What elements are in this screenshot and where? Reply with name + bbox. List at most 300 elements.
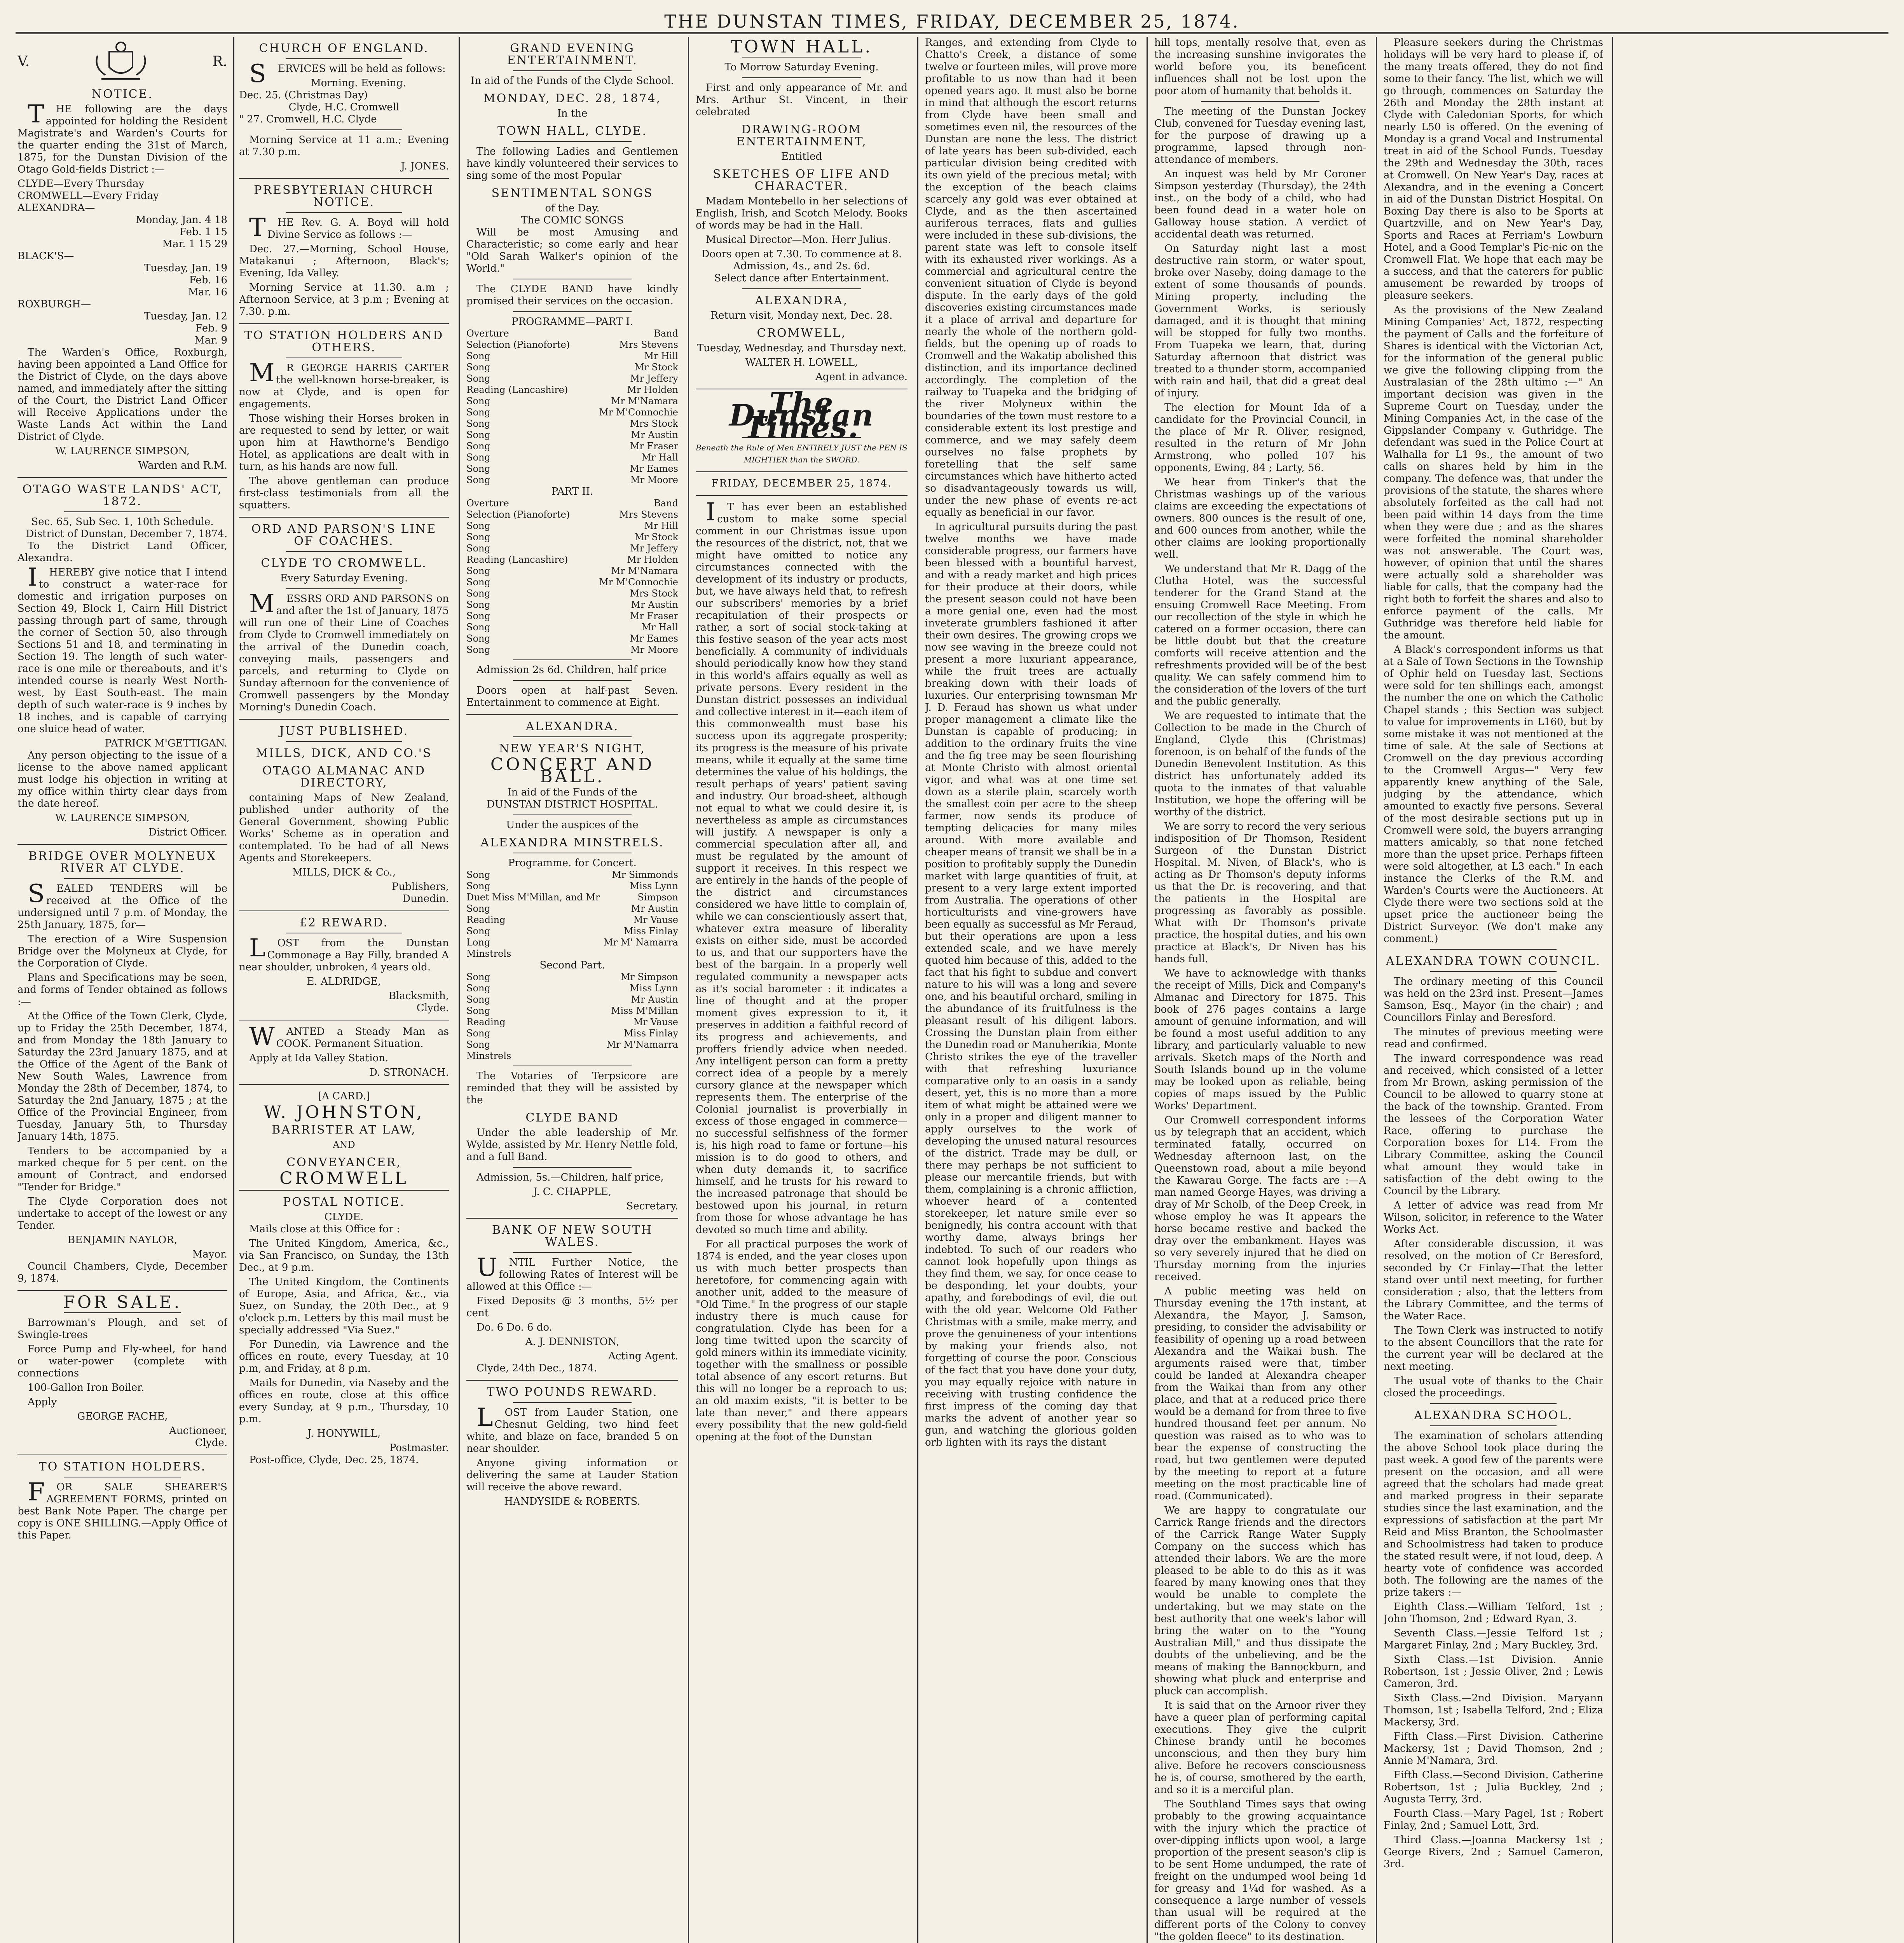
aid-text: In aid of the Funds of the [507, 787, 637, 798]
programme-row: Song Mr Moore [466, 474, 678, 485]
signature: WALTER H. LOWELL, [745, 357, 858, 368]
divider [696, 495, 907, 496]
divider [286, 741, 402, 742]
programme-row: Selection (Pianoforte) Mrs Stevens [466, 509, 678, 520]
signature-title: District Officer. [148, 827, 227, 838]
clyde-to-cromwell: CLYDE TO CROMWELL. [261, 556, 427, 570]
for-sale-item: Barrowman's Plough, and set of Swingle-trees [17, 1317, 227, 1341]
council-paragraph: The inward correspondence was read and received, which consisted of a letter from Mr Brown, asking permission of the Council to be allowed to quarry stone at the back of the township. Granted. From the lessees of the Corporation Water Race, offering to purchase the Corporation boxes for L14. From the Library Committee, asking the Council what amount they would take in satisfaction of the debt owing to the Council by the Library. [1384, 1053, 1603, 1197]
ord-parsons-heading: ORD AND PARSON'S LINE OF COACHES. [251, 522, 437, 548]
concert-list-2 [466, 972, 678, 1062]
prize-list-item: Sixth Class.—2nd Division. Maryann Thomson, 1st ; Isabella Telford, 2nd ; Eliza Mackersy, 3rd. [1384, 1692, 1603, 1728]
every-saturday: Every Saturday Evening. [280, 572, 408, 584]
shearer-forms-text: FOR SALE SHEARER'S AGREEMENT FORMS, printed on best Bank Note Paper. The charge per copy is ONE SHILLING.—Apply Office of this Paper. [17, 1478, 227, 1541]
drawing-room-heading: DRAWING-ROOM ENTERTAINMENT, [736, 123, 867, 148]
mills-dick-heading: MILLS, DICK, AND CO.'S [256, 747, 432, 760]
divider [17, 477, 227, 478]
column-7 [1384, 37, 1603, 1943]
erection-text: The erection of a Wire Suspension Bridge over the Molyneux at Clyde, for the Corporation of Clyde. [17, 933, 227, 969]
signature-place: Clyde. [416, 1002, 449, 1014]
programme-row: Song Mr M'Namara [466, 565, 678, 576]
ladies-text: The following Ladies and Gentlemen have kindly volunteered their services to sing some of the most Popular [466, 146, 678, 181]
divider [17, 1290, 227, 1291]
signature: A. J. DENNISTON, [525, 1336, 620, 1348]
prize-list-item: Fifth Class.—First Division. Catherine Mackersy, 1st ; David Thomson, 2nd ; Annie M'Namara, 3rd. [1384, 1731, 1603, 1767]
crest-letter-r: R. [212, 53, 227, 70]
two-pounds-heading: TWO POUNDS REWARD. [487, 1385, 658, 1399]
column-4 [696, 37, 907, 1943]
column-rule [1612, 37, 1613, 1943]
just-published-heading: JUST PUBLISHED. [279, 724, 409, 738]
divider [1430, 1403, 1557, 1404]
admission-text: Admission 2s 6d. Children, half price [476, 664, 667, 676]
mails-text: The United Kingdom, the Continents of Europe, Asia, and Africa, &c., via Suez, on Sunday, the 20th Dec., at 9 o'clock p.m. Letters by this mail must be specially addressed "Via Suez." [239, 1276, 449, 1336]
news-paragraph: An inquest was held by Mr Coroner Simpson yesterday (Thursday), the 24th inst., on the body of a child, who had been found dead in a water hole on Galloway house station. A verdict of accidental death was returned. [1154, 168, 1366, 240]
divider [742, 288, 861, 289]
addressee: To the District Land Officer, Alexandra. [17, 540, 227, 564]
clyde-line: CLYDE—Every Thursday [17, 178, 145, 190]
divider [513, 1402, 632, 1403]
service-times-text: Morning Service at 11.30. a.m ; Afternoon Service, at 3 p.m ; Evening at 7.30. p.m. [239, 282, 449, 317]
new-years-night: NEW YEAR'S NIGHT, [499, 742, 646, 755]
crest-letter-v: V. [17, 53, 30, 70]
carter-text: MR GEORGE HARRIS CARTER the well-known horse-breaker, is now at Clyde, and is open for engagements. [239, 359, 449, 410]
barrister-line: BARRISTER AT LAW, [272, 1123, 416, 1137]
programme-row: Song Mr Moore [466, 644, 678, 655]
prize-list-item: Fifth Class.—Second Division. Catherine Robertson, 1st ; Julia Buckley, 2nd ; Augusta Terry, 3rd. [1384, 1769, 1603, 1805]
concert-row: Song Mr Austin [466, 994, 678, 1005]
signature: J. C. CHAPPLE, [533, 1186, 612, 1198]
morning-service: Morning Service at 11 a.m.; Evening at 7.30 p.m. [239, 134, 449, 158]
column-6 [1154, 37, 1366, 1943]
paper-motto: Beneath the Rule of Men ENTIRELY JUST the PEN IS MIGHTIER than the SWORD. [696, 443, 907, 464]
concert-row: Reading Mr Vause [466, 1017, 678, 1027]
concert-row: Reading Mr Vause [466, 914, 678, 925]
divider [64, 511, 181, 512]
programme-list-2 [466, 498, 678, 656]
news-paragraph: As the provisions of the New Zealand Mining Companies' Act, 1872, respecting the payment of Calls and the forfeiture of Shares is identical with the Victorian Act, for the information of the general public we give the following clipping from the Australasian of the 28th ultimo :—" An important decision was given in the Supreme Court on Tuesday, under the Mining Companies Act, in the case of the Gippslander Company v. Guthridge. The defendant was sued in the Police Court at Walhalla for L1 9s., the amount of two calls on shares held by him in the company. The defence was, that under the provisions of the statute, the shares where absolutely forfeited as the call had not been paid within 14 days from the time when they were due ; and as the shares were forfeited the nominal shareholder was not answerable. The Court was, however, of opinion that until the shares were actually sold a shareholder was liable for calls, that the company had the right both to forfeit the shares and also to enforce payment of the calls. Mr Guthridge was therefore held liable for the amount. [1384, 304, 1603, 641]
paper-title: The Dunstan Times. [729, 386, 874, 445]
admission-text: Admission, 4s., and 2s. 6d. [733, 260, 870, 272]
prize-list-item: Seventh Class.—Jessie Telford 1st ; Margaret Finlay, 2nd ; Mary Buckley, 3rd. [1384, 1627, 1603, 1651]
news-paragraph: We have to acknowledge with thanks the receipt of Mills, Dick and Company's Almanac and Directory for 1875. This book of 276 pages contains a large amount of genuine information, and will be found a most useful addition to any library, and particularly valuable to new arrivals. Sketch maps of the North and South Islands bound up in the volume may be looked upon as reliable, being copies of maps issued by the Public Works' Department. [1154, 968, 1366, 1112]
first-appearance: First and only appearance of Mr. and Mrs. Arthur St. Vincent, in their celebrated [696, 82, 907, 118]
concert-row: Song Mr Austin [466, 903, 678, 914]
divider [1430, 1425, 1557, 1426]
in-the: In the [557, 108, 588, 119]
divider [239, 178, 449, 179]
service-row: Dec. 25. (Christmas Day) [239, 89, 368, 101]
alexandra-row: Mar. 1 15 29 [162, 238, 227, 250]
divider [64, 1312, 181, 1313]
tomorrow-text: To Morrow Saturday Evening. [724, 61, 879, 73]
votaries-text: The Votaries of Terpsicore are reminded that they will be assisted by the [466, 1070, 678, 1106]
dec27-text: Dec. 27.—Morning, School House, Matakanui ; Afternoon, Black's; Evening, Ida Valley. [239, 243, 449, 279]
council-paragraph: The usual vote of thanks to the Chair closed the proceedings. [1384, 1375, 1603, 1399]
madam-text: Madam Montebello in her selections of English, Irish, and Scotch Melody. Books of words may be had in the Hall. [696, 195, 907, 231]
council-paragraph: The minutes of previous meeting were read and confirmed. [1384, 1026, 1603, 1050]
alexandra-row: Feb. 1 15 [179, 226, 227, 238]
programme-row: Song Mr Jeffery [466, 373, 678, 384]
divider [513, 311, 632, 312]
programme-row: Reading (Lancashire) Mr Holden [466, 384, 678, 395]
concert-row: Song Miss Lynn [466, 983, 678, 994]
notice-text: THE following are the days appointed for holding the Resident Magistrate's and Warden's Courts for the quarter ending the 31st of March, 1875, for the Dunstan Division of the Otago Gold-fields District :— [17, 100, 227, 175]
signature: E. ALDRIDGE, [307, 976, 381, 987]
divider [513, 1167, 632, 1168]
concert-row: Minstrels [466, 1050, 511, 1061]
concert-row: Song Mr Simmonds [466, 869, 678, 880]
divider [1430, 949, 1557, 950]
editorial-paragraph: For all practical purposes the work of 1874 is ended, and the year closes upon us with much better prospects than heretofore, for commencing again with another unit, added to the measure of "Old Time." In the progress of our staple industry there is much cause for congratulation. Clyde has been for a long time twitted upon the scarcity of gold miners within its immediate vicinity, together with the smallness or possible total absence of any escort returns. But this will no longer be a reproach to us; an old maxim exists, "it is better to be late than never," and there appears every possibility that the new gold-field opening at the foot of the Dunstan [696, 1238, 907, 1443]
will-be-text: Will be most Amusing and Characteristic; so come early and hear "Old Sarah Walker's opinion of the World." [466, 227, 678, 274]
programme-row: Reading (Lancashire) Mr Holden [466, 554, 678, 565]
divider [513, 680, 632, 681]
of-the-day: of the Day. [545, 202, 600, 214]
divider [513, 1252, 632, 1253]
horses-text: Those wishing their Horses broken in are requested to send by letter, or wait upon him at Hawthorne's Bendigo Hotel, as applications are dealt with in turn, as his hands are now full. [239, 413, 449, 473]
auspices-text: Under the auspices of the [506, 819, 639, 831]
postal-place: CLYDE. [324, 1211, 364, 1223]
divider [513, 141, 632, 142]
divider [1430, 971, 1557, 972]
programme-part2: PART II. [551, 486, 593, 497]
blacks-line: BLACK'S— [17, 250, 74, 262]
concert-row: Duet Miss M'Millan, and Mr Simpson [466, 892, 678, 903]
entitled: Entitled [781, 151, 822, 162]
sentimental-songs: SENTIMENTAL SONGS [491, 187, 653, 200]
roxburgh-row: Tuesday, Jan. 12 [143, 310, 227, 322]
column-rule [233, 37, 234, 1943]
signature-title: Publishers, [391, 881, 449, 893]
news-paragraph: We are happy to congratulate our Carrick Range friends and the directors of the Carrick Range Water Supply Company on the success which has attended their labors. We are the more pleased to be able to do this as it was feared by many knowing ones that they would be unable to complete the undertaking, but we may state on the best authority that one week's labor will bring the water on to the "Young Australian Mill," and thus dissipate the doubts of the unbelieving, and be the means of making the Bannockburn, and showing what pluck and enterprise and pluck can accomplish. [1154, 1505, 1366, 1697]
for-sale-item: Force Pump and Fly-wheel, for hand or water-power (complete with connections [17, 1343, 227, 1379]
monday-date: MONDAY, DEC. 28, 1874, [483, 92, 661, 105]
divider [239, 1084, 449, 1085]
council-paragraph: The Town Clerk was instructed to notify to the absent Councillors that the rate for the current year will be declared at the next meeting. [1384, 1325, 1603, 1373]
news-paragraph: The election for Mount Ida of a candidate for the Provincial Council, in the place of Mr R. Oliver, resigned, resulted in the return of Mr John Armstrong, who polled 107 his opponents, Ewing, 84 ; Larty, 56. [1154, 402, 1366, 474]
lost-gelding-text: LOST from Lauder Station, one Chesnut Gelding, two hind feet white, and blaze on face, branded 5 on near shoulder. [466, 1403, 678, 1455]
masthead-title: THE DUNSTAN TIMES, FRIDAY, DECEMBER 25, 1874. [664, 11, 1240, 32]
wanted-cook-text: WANTED a Steady Man as COOK. Permanent Situation. [249, 1022, 449, 1051]
programme-row: Song Mr Hill [466, 520, 678, 531]
council-date: Council Chambers, Clyde, December 9, 1874. [17, 1261, 227, 1284]
blacks-row: Mar. 16 [188, 286, 227, 298]
concert-programme: Programme. for Concert. [508, 857, 637, 869]
fixed-deposits: Do. 6 Do. 6 do. [476, 1322, 552, 1333]
programme-row: Song Mr Eames [466, 463, 678, 474]
column-2 [239, 37, 449, 1943]
concert-row: Song Mr M'Namarra [466, 1039, 678, 1050]
signature-place: Dunedin. [402, 893, 449, 905]
card-label: [A CARD.] [318, 1090, 370, 1102]
programme-row: Selection (Pianoforte) Mrs Stevens [466, 339, 678, 350]
programme-row: Song Mr Hill [466, 351, 678, 361]
roxburgh-line: ROXBURGH— [17, 298, 91, 310]
blacks-row: Feb. 16 [189, 274, 227, 286]
programme-list-1 [466, 328, 678, 486]
signature: W. LAURENCE SIMPSON, [55, 812, 190, 824]
programme-row: Song Mr Austin [466, 599, 678, 610]
doors-text: Doors open at 7.30. To commence at 8. [701, 248, 902, 260]
news-paragraph: The Southland Times says that owing probably to the growing acquaintance with the injury which the practice of over-dipping inflicts upon wool, a large proportion of the present season's clip is to be sent Home undumped, the rate of freight on the undumped wool being 1d for greasy and 1¼d for washed. As a consequence a large number of vessels than usual will be required at the different ports of the Colony to convey "the golden fleece" to its destination. [1154, 1798, 1366, 1943]
signature-title: Warden and R.M. [138, 460, 227, 471]
divider [466, 714, 678, 715]
column-8 [1621, 37, 1889, 1943]
comic-songs: The COMIC SONGS [521, 215, 624, 226]
signature-title: Postmaster. [389, 1442, 449, 1454]
objection-text: Any person objecting to the issue of a license to the above named applicant must lodge his objection in writing at my office within thirty clear days from the date hereof. [17, 750, 227, 809]
doors-text: Doors open at half-past Seven. Entertainment to commence at Eight. [466, 685, 678, 708]
coaches-text: MESSRS ORD AND PARSONS on and after the 1st of January, 1875 will run one of their Line of Coaches from Clyde to Cromwell immediately on the arrival of the Dunedin coach, conveying mails, passengers and parcels, and returning to Clyde on Sunday afternoon for the convenience of Cromwell passengers by the Monday Morning's Dunedin Coach. [239, 590, 449, 713]
news-paragraph: We understand that Mr R. Dagg of the Clutha Hotel, was the successful tenderer for the Grand Stand at the ensuing Cromwell Race Meeting. From our recollection of the style in which he catered on a former occasion, there can be little doubt but that the creature comforts will receive attention and the refreshments provided will be of the best quality. We can safely commend him to the consideration of the lovers of the turf and the public generally. [1154, 563, 1366, 707]
blacks-row: Tuesday, Jan. 19 [143, 262, 227, 274]
school-heading: ALEXANDRA SCHOOL. [1414, 1409, 1573, 1422]
concert-row: Minstrels [466, 948, 511, 959]
signature: J. JONES. [401, 160, 449, 172]
news-paragraph: The meeting of the Dunstan Jockey Club, convened for Tuesday evening last, for the purpose of drawing up a programme, lapsed through non-attendance of members. [1154, 106, 1366, 166]
editorial-paragraph: Ranges, and extending from Clyde to Chatto's Creek, a distance of some twelve or fourteen miles, will prove more profitable to us now than had it been opened years ago. It must also be borne in mind that although the escort returns from Clyde have been small and sometimes even nil, the resources of the Dunstan are none the less. The district of late years has been sub-divided, each particular division being credited with its own yield of the precious metal; with the exception of the beach claims scarcely any gold was ever obtained at Clyde, and as the then ascertained auriferous terraces, flats and gullies were included in these sub-divisions, the parent state was left to console itself with its exhausted river workings. As a commercial and agricultural centre the convenient situation of Clyde is beyond dispute. In the early days of the gold discoveries existing circumstances made it a place of arrival and departure for nearly the whole of the northern gold-fields, but the opening up of roads to Cromwell and the Wakatip abolished this distinction, and its importance declined accordingly. The completion of the railway to Tuapeka and the bridging of the river Molyneux within the boundaries of the town must restore to a considerable extent its lost prestige and commerce, and we may safely deem ourselves no false prophets by foretelling that the self same circumstances which have hitherto acted so disadvantageously towards us will, under the new phase of events re-act equally as beneficial in our favor. [925, 37, 1137, 518]
for-sale-heading: FOR SALE. [63, 1292, 182, 1312]
anyone-text: Anyone giving information or delivering the same at Lauder Station will receive the above reward. [466, 1457, 678, 1493]
conveyancer-line: CONVEYANCER, [286, 1156, 401, 1169]
water-race-notice: IHEREBY give notice that I intend to construct a water-race for domestic and irrigation purposes on Section 49, Block 1, Cairn Hill District passing through part of same, through the corner of Section 50, also through Sections 51 and 18, and terminating in Section 19. The length of such water-race is one mile or thereabouts, and it's intended course is nearly West North-west, by East South-east. The main depth of such water-race is 9 inches by 18 inches, and is capable of carrying one sluice head of water. [17, 563, 227, 735]
news-paragraph: A public meeting was held on Thursday evening the 17th instant, at Alexandra, the Mayor, J. Samson, presiding, to consider the advisability or feasibility of opening up a road between Alexandra and the Waikai bush. The arguments raised were that, timber could be landed at Alexandra cheaper from the Waikai than from any other place, and that at a reduced price there would be a demand for from three to five hundred thousand feet per annum. No question was raised as to who was to bear the expense of constructing the road, but two gentlemen were deputed by the meeting to report at a future meeting on the most practicable line of road. (Communicated). [1154, 1285, 1366, 1502]
concert-list-1 [466, 869, 678, 959]
column-rule [917, 37, 918, 1943]
section-ref: Sec. 65, Sub Sec. 1, 10th Schedule. [31, 516, 214, 528]
aid-text: In aid of the Funds of the Clyde School. [471, 75, 674, 87]
lost-filly-text: LOST from the Dunstan Commonage a Bay Filly, branded A near shoulder, unbroken, 4 years old. [239, 934, 449, 973]
column-3 [466, 37, 678, 1943]
select-dance: Select dance after Entertainment. [714, 272, 889, 284]
sealed-tenders-text: SEALED TENDERS will be received at the Office of the undersigned until 7 p.m. of Monday, the 25th January, 1875, for— [17, 879, 227, 931]
programme-row: Song Mr Stock [466, 362, 678, 373]
council-paragraph: A letter of advice was read from Mr Wilson, solicitor, in reference to the Water Works Act. [1384, 1200, 1603, 1235]
concert-row: Song Miss M'Millan [466, 1005, 678, 1016]
band-text: The CLYDE BAND have kindly promised their services on the occasion. [466, 283, 678, 307]
alexandra-line: ALEXANDRA— [17, 202, 95, 214]
column-5 [925, 37, 1137, 1943]
news-paragraph: We are requested to intimate that the Collection to be made in the Church of England, Clyde this (Christmas) forenoon, is on behalf of the funds of the Dunedin Benevolent Institution. As this district has unfortunately added its quota to the inmates of that valuable Institution, we hope the offering will be worthy of the district. [1154, 710, 1366, 818]
roxburgh-row: Feb. 9 [195, 323, 227, 334]
programme-row: Song Mr Hall [466, 622, 678, 633]
programme-row: Song Mr M'Namara [466, 396, 678, 406]
column-rule [459, 37, 460, 1943]
plans-text: Plans and Specifications may be seen, and forms of Tender obtained as follows :— [17, 972, 227, 1008]
news-paragraph: Pleasure seekers during the Christmas holidays will be very hard to please if, of the many treats offered, they do not find some to their fancy. The list, which we will go through, commences on Saturday the 26th and Monday the 28th instant at Clyde with Caledonian Sports, for which nearly L50 is offered. On the evening of Monday is a grand Vocal and Instrumental treat in aid of the School Funds. Tuesday the 29th and Wednesday the 30th, races at Cromwell. On New Year's Day, races at Alexandra, and in the evening a Concert in aid of the Dunstan District Hospital. On Boxing Day there is also to be Sports at Quartzville, and on New Year's Day, Sports and Races at Ferriam's Lowburn Hotel, and a Good Templar's Pic-nic on the Cromwell Flat. We hope that each may be a success, and that the caterers for public amusement be rewarded by troops of pleasure seekers. [1384, 37, 1603, 302]
royal-crest [17, 40, 227, 83]
apply-text: Apply [28, 1396, 57, 1408]
programme-row: Song Mr Fraser [466, 441, 678, 452]
divider [239, 1190, 449, 1191]
fixed-deposits: Fixed Deposits @ 3 months, 5½ per cent [466, 1295, 678, 1319]
hospital-text: DUNSTAN DISTRICT HOSPITAL. [487, 799, 658, 810]
tuesday-line: Tuesday, Wednesday, and Thursday next. [696, 342, 907, 354]
notice-heading: NOTICE. [91, 87, 154, 101]
almanac-heading: OTAGO ALMANAC AND DIRECTORY, [262, 764, 426, 790]
cromwell-line: CROMWELL [279, 1169, 408, 1188]
tenders-text: Tenders to be accompanied by a marked cheque for 5 per cent. on the amount of Contract, and endorsed "Tender for Bridge." [17, 1145, 227, 1193]
service-row: " 27. Cromwell, H.C. Clyde [239, 113, 377, 125]
band-leader-text: Under the able leadership of Mr. Wylde, assisted by Mr. Henry Nettle fold, and a full Band. [466, 1127, 678, 1163]
programme-row: Song Mr Jeffery [466, 543, 678, 554]
divider [513, 70, 632, 71]
church-heading: CHURCH OF ENGLAND. [259, 42, 429, 55]
news-paragraph: A Black's correspondent informs us that at a Sale of Town Sections in the Township of Ophir held on Tuesday last, Sections were sold for ten shillings each, amongst the number the one on which the Catholic Chapel stands ; this Section was subject to value for improvements in L160, but by some mistake it was not mentioned at the time of sale. At the sale of Sections at Cromwell on the day previous according to the Cromwell Argus—" Very few apparently knew anything of the Sale, judging by the attendance, which amounted to exactly five persons. Several of the most desirable sections put up in Cromwell were sold, the buyers arranging matters amicably, so that none fetched more than the upset price. Perhaps fifteen were sold altogether, at L3 each." In each instance the Clerks of the R.M. and Warden's Courts were the Auctioneers. At Clyde there were two sections sold at the upset price the auctioneer being the District Surveyor. (We don't make any comment.) [1384, 644, 1603, 945]
divider [64, 878, 181, 879]
divider [286, 58, 402, 59]
news-paragraph: We hear from Tinker's that the Christmas washings up of the various claims are exceeding the expectations of owners. 800 ounces is the result of one, and 600 ounces from another, while the other claims are looking proportionally well. [1154, 476, 1366, 560]
column-rule [688, 37, 689, 1943]
district-date: District of Dunstan, December 7, 1874. [26, 528, 227, 540]
news-paragraph: On Saturday night last a most destructive rain storm, or water spout, broke over Naseby, doing damage to the extent of some thousands of pounds. Mining property, including the Government Works, is seriously damaged, and it is thought that mining will be stopped for fully two months. From Tuapeka we learn, that, during Saturday afternoon that district was treated to a thunder storm, accompanied with rain and hail, that did a great deal of injury. [1154, 243, 1366, 399]
divider [466, 1380, 678, 1381]
johnston-heading: W. JOHNSTON, [264, 1102, 424, 1122]
signature-title: Mayor. [192, 1249, 227, 1260]
programme-row: Song Mr M'Connochie [466, 577, 678, 588]
divider [696, 471, 907, 472]
news-paragraph: It is said that on the Arnoor river they have a queer plan of performing capital executions. They give the culprit Chinese brandy until he becomes unconscious, and then they bury him alive. Before he recovers consciousness he is, of course, smothered by the earth, and so it is a merciful plan. [1154, 1700, 1366, 1796]
bank-date: Clyde, 24th Dec., 1874. [476, 1362, 597, 1374]
editorial-paragraph: IT has ever been an established custom to make some special comment in our Christmas issue upon the resources of the district, not, that we might have omitted to notice any circumstances connected with the development of its industry or products, but, we have always held that, to refresh our subscribers' memories by a brief recapitulation of their prospects or rather, a sort of social stock-taking at this festive season of the year acts most beneficially. A community of individuals should periodically know how they stand in this world's affairs equally as well as private persons. Every resident in the Dunstan district possesses an individual and collective interest in it—each item of this commonwealth must base his success upon its aggregate prosperity; its progress is the measure of his private means, while it equally at the same time determines the value of his holdings, the result perhaps of years' patient saving and industry. Our broad-sheet, although not equal to what we could desire it, is nevertheless as ample as circumstances will justify. A newspaper is only a commercial speculation after all, and must be regulated by the amount of support it receives. In this respect we are entirely in the hands of the people of the district and circumstances considered we have little to complain of, while we can conscientiously assert that, whatever extra measure of liberality exists on either side, must be accorded to us, and that our supporters have the best of the bargain. In a properly well regulated community a newspaper acts as it's social barometer : it indicates a line of thought and at the proper moment gives expression to it, it preserves in addition a faithful record of its progress and achievements, and proffers friendly advice when needed. Any intelligent person can form a pretty correct idea of a people by a merely cursory glance at the newspaper which represents them. The enterprise of the Colonial journalist is proverbially in excess of those engaged in commerce—no successful selfishness of the former is, his high road to fame or fortune—his mission is to do good to others, and when duty demands it, to sacrifice himself, and he trusts for his reward to the increased patronage that should be bestowed upon his journal, in return from those for whose advantage he has devoted so much time and ability. [696, 498, 907, 1236]
bridge-heading: BRIDGE OVER MOLYNEUX RIVER AT CLYDE. [28, 849, 216, 875]
divider [239, 323, 449, 324]
signature-title: Acting Agent. [608, 1350, 678, 1362]
programme-row: Overture Band [466, 328, 678, 339]
signature: BENJAMIN NAYLOR, [67, 1234, 177, 1246]
editorial-dateline: FRIDAY, DECEMBER 25, 1874. [711, 478, 892, 489]
sketches-heading: SKETCHES OF LIFE AND CHARACTER. [713, 167, 890, 193]
post-office-date: Post-office, Clyde, Dec. 25, 1874. [249, 1454, 419, 1466]
programme-row: Song Mr Eames [466, 633, 678, 644]
school-paragraph: The examination of scholars attending the above School took place during the past week. A good few of the parents were present on the occasion, and all were agreed that the scholars had made great and marked progress in their separate studies since the last examination, and the expressions of satisfaction at the part Mr Reid and Miss Branton, the Schoolmaster and Schoolmistress had taken to produce the stated result were, if not loud, deep. A hearty vote of confidence was accorded both. The following are the names of the prize takers :— [1384, 1430, 1603, 1598]
signature: J. HONYWILL, [307, 1428, 381, 1439]
cromwell-line: CROMWELL, [757, 326, 846, 340]
testimonials-text: The above gentleman can produce first-class testimonials from all the squatters. [239, 475, 449, 511]
divider [1201, 101, 1319, 102]
divider [286, 129, 402, 130]
council-paragraph: After considerable discussion, it was resolved, on the motion of Cr Beresford, seconded by Cr Finlay—That the letter stand over until next meeting, for further consideration ; also, that the letters from the Library Committee, and the terms of the Water Race. [1384, 1238, 1603, 1322]
prize-list-item: Eighth Class.—William Telford, 1st ; John Thomson, 2nd ; Edward Ryan, 3. [1384, 1601, 1603, 1625]
divider [286, 212, 402, 213]
signature: PATRICK M'GETTIGAN. [105, 738, 227, 749]
clyde-band: CLYDE BAND [525, 1111, 619, 1125]
programme-row: Song Mrs Stock [466, 418, 678, 429]
cromwell-line: CROMWELL—Every Friday [17, 190, 159, 202]
service-times: Morning. Evening. [311, 77, 406, 89]
roxburgh-row: Mar. 9 [194, 335, 227, 346]
warden-office-text: The Warden's Office, Roxburgh, having been appointed a Land Office for the District of Clyde, on the days above named, and immediately after the sitting of the Court, the District Land Officer will Receive Applications under the Waste Lands Act within the Land District of Clyde. [17, 347, 227, 443]
royal-arms-icon [86, 40, 156, 83]
programme-row: Song Mr Stock [466, 532, 678, 542]
mails-text: Mails close at this Office for : [249, 1223, 400, 1235]
alexandra-line: ALEXANDRA, [755, 294, 848, 307]
column-rule [1147, 37, 1148, 1943]
prize-list-item: Fourth Class.—Mary Pagel, 1st ; Robert Finlay, 2nd ; Samuel Lott, 3rd. [1384, 1808, 1603, 1831]
programme-row: Overture Band [466, 498, 678, 509]
almanac-text: containing Maps of New Zealand, published under authority of the General Government, showing Public Works' Scheme as in operation and contemplated. To be had of all News Agents and Storekeepers. [239, 792, 449, 864]
station-holders-heading: TO STATION HOLDERS. [38, 1460, 206, 1474]
musical-director: Musical Director—Mon. Herr Julius. [706, 234, 891, 246]
grand-entertainment-heading: GRAND EVENING ENTERTAINMENT. [507, 42, 638, 67]
town-council-heading: ALEXANDRA TOWN COUNCIL. [1386, 954, 1601, 968]
concert-row: Song Miss Finlay [466, 1028, 678, 1039]
programme-row: Song Mr Austin [466, 429, 678, 440]
station-holders-heading: TO STATION HOLDERS AND OTHERS. [244, 329, 444, 354]
services-text: SERVICES will be held as follows: [249, 59, 446, 88]
divider [513, 736, 632, 737]
programme-row: Song Mr Hall [466, 452, 678, 463]
second-part: Second Part. [539, 959, 605, 971]
presbyterian-heading: PRESBYTERIAN CHURCH NOTICE. [254, 183, 434, 209]
council-paragraph: The ordinary meeting of this Council was held on the 23rd inst. Present—James Samson, Esq., Mayor (in the chair) ; and Councillors Finlay and Beresford. [1384, 976, 1603, 1024]
admission-text: Admission, 5s.—Children, half price, [476, 1172, 664, 1183]
concert-row: Long Mr M' Namarra [466, 937, 678, 948]
prize-list-item: Sixth Class.—1st Division. Annie Robertson, 1st ; Jessie Oliver, 2nd ; Lewis Cameron, 3rd. [1384, 1654, 1603, 1690]
divider [742, 57, 861, 58]
bank-heading: BANK OF NEW SOUTH WALES. [492, 1223, 653, 1249]
signature-title: Agent in advance. [815, 371, 907, 383]
concert-ball-heading: CONCERT AND BALL. [490, 755, 654, 787]
programme-row: Song Mrs Stock [466, 588, 678, 599]
divider [17, 844, 227, 845]
divider [239, 719, 449, 720]
divider [286, 588, 402, 589]
mails-text: Mails for Dunedin, via Naseby and the offices en route, close at this office every Sunday, at 9 p.m., Thursday, 10 p.m. [239, 1377, 449, 1425]
boyd-text: THE Rev. G. A. Boyd will hold Divine Service as follows :— [249, 213, 449, 242]
alexandra-heading: ALEXANDRA. [525, 720, 619, 733]
signature: HANDYSIDE & ROBERTS. [504, 1496, 640, 1507]
signature-title: Blacksmith, [388, 990, 449, 1002]
editorial-paragraph: In agricultural pursuits during the past twelve months we have made considerable progress, our farmers have been blessed with a bountiful harvest, and with a ready market and high prices for their produce at their doors, while the present season could not have been a more genial one, even had the most inveterate grumblers fashioned it after their own desires. The growing crops we now see waving in the breeze could not present a more luxuriant appearance, while the fruit trees are actually breaking down with their loads of luxuries. Our enterprising townsman Mr J. D. Feraud has shown us what under proper management a climate like the Dunstan is capable of producing; in addition to the ordinary fruits the vine and the fig tree may be seen flourishing at Monte Christo with almost oriental vigor, and what was at one time set down as a sterile plain, scarcely worth the smallest coin per acre to the sheep farmer, now sends its produce of tempting delicacies for many miles around. With more available and cheaper means of transit we shall be in a position to profitably supply the Dunedin market with large quantities of fruit, at present to a very large extent imported from Australia. The operations of other horticulturists and vine-growers have been equally as successful as Mr Feraud, but their operations are upon a less extended scale, and we have merely quoted him because of this, added to the fact that his fight to subdue and convert nature to his will was a long and severe one, and his beautiful orchard, smiling in the abundance of its fruitfulness is the pleasant result of his diligent labors. Crossing the Dunstan plain from either the Dunedin road or Manuherikia, Monte Christo strikes the eye of the traveller with that refreshing luxuriance comparative only to an oasis in a sandy desert, yet, this is no more than a more item of what might be attained were we only in a proper and diligent manner to apply ourselves to the work of developing the unused natural resources of the district. Trade may be dull, or there may perhaps be not sufficient to please our mercantile friends, but with them, complaining is a chronic affliction, whoever heard of a contented storekeeper, let nature smile ever so benignedly, his contra account with that worthy dame, always brings her indebted. To such of our readers who cannot look hopefully upon things as they find them, we say, for once cease to be desponding, let your doubts, your apathy, and forebodings of evil, die out with the old year. Welcome Old Father Christmas with a smile, make merry, and prove the genuineness of your intentions by making your friends also, not forgetting of course the poor. Conscious of the fact that you have done your duty, you may equally rejoice with nature in receiving with trusting confidence the first impress of the coming day that marks the advent of another year so gun, and watching the glorious golden orb lighten with its rays the distant [925, 521, 1137, 1448]
signature-title: Auctioneer, [169, 1425, 227, 1437]
divider [466, 1218, 678, 1219]
reward-heading: £2 REWARD. [299, 916, 389, 930]
return-visit: Return visit, Monday next, Dec. 28. [710, 310, 893, 321]
mails-text: For Dunedin, via Lawrence and the offices en route, every Tuesday, at 10 p.m, and Friday, at 8 p.m. [239, 1339, 449, 1374]
interest-text: UNTIL Further Notice, the following Rates of Interest will be allowed at this Office :— [466, 1253, 678, 1292]
divider [742, 77, 861, 78]
concert-row: Song Mr Simpson [466, 972, 678, 982]
service-row: Clyde, H.C. Cromwell [288, 101, 400, 113]
concert-row: Song Miss Lynn [466, 881, 678, 891]
signature-place: Clyde. [195, 1437, 227, 1449]
column-1 [17, 37, 227, 1943]
news-paragraph: Our Cromwell correspondent informs us by telegraph that an accident, which terminated fatally, occurred on Wednesday afternoon last, on the Queenstown road, about a mile beyond the Kawarau Gorge. The facts are :—A man named George Hayes, was driving a dray of Mr Scholb, of the Deep Creek, in whose employ he was It appears the horse became restive and backed the dray over the embankment. Hayes was so very severely injured that he died on Thursday morning from the injuries received. [1154, 1115, 1366, 1283]
concert-row: Song Miss Finlay [466, 926, 678, 937]
alexandra-row: Monday, Jan. 4 18 [135, 214, 227, 226]
office-text: At the Office of the Town Clerk, Clyde, up to Friday the 25th December, 1874, and from Monday the 18th January to Saturday the 23rd January 1875, and at the Office of the Agent of the Bank of New South Wales, Lawrence from Monday the 28th of December, 1874, to Saturday the 2nd January, 1875 ; at the Office of the Provincial Engineer, from Tuesday, January 5th, to Thursday January 14th, 1875. [17, 1010, 227, 1142]
divider [239, 910, 449, 911]
signature-title: Secretary. [626, 1200, 678, 1212]
divider [239, 517, 449, 518]
town-hall-heading: TOWN HALL. [730, 37, 873, 57]
minstrels-heading: ALEXANDRA MINSTRELS. [480, 836, 664, 849]
postal-heading: POSTAL NOTICE. [283, 1195, 405, 1209]
masthead [16, 9, 1888, 34]
news-paragraph: We are sorry to record the very serious indisposition of Dr Thomson, Resident Surgeon of the Dunstan District Hospital. M. Niven, of Black's, who is acting as Dr Thomson's deputy informs us that the Dr. is recovering, and that the patients in the Hospital are progressing as favorably as possible. What with Dr Thomson's private practice, the hospital duties, and his own practice at Black's, Dr Niven has his hands full. [1154, 821, 1366, 965]
corporation-text: The Clyde Corporation does not undertake to accept of the lowest or any Tender. [17, 1196, 227, 1231]
and-line: AND [333, 1139, 355, 1150]
signature: MILLS, DICK & Co., [292, 867, 396, 878]
signature: D. STRONACH. [369, 1067, 449, 1078]
programme-row: Song Mr M'Connochie [466, 407, 678, 418]
town-hall-clyde: TOWN HALL, CLYDE. [497, 124, 647, 138]
for-sale-item: 100-Gallon Iron Boiler. [28, 1382, 144, 1394]
programme-part1: PROGRAMME—PART I. [511, 316, 633, 328]
otago-act-heading: OTAGO WASTE LANDS' ACT, 1872. [22, 483, 223, 508]
